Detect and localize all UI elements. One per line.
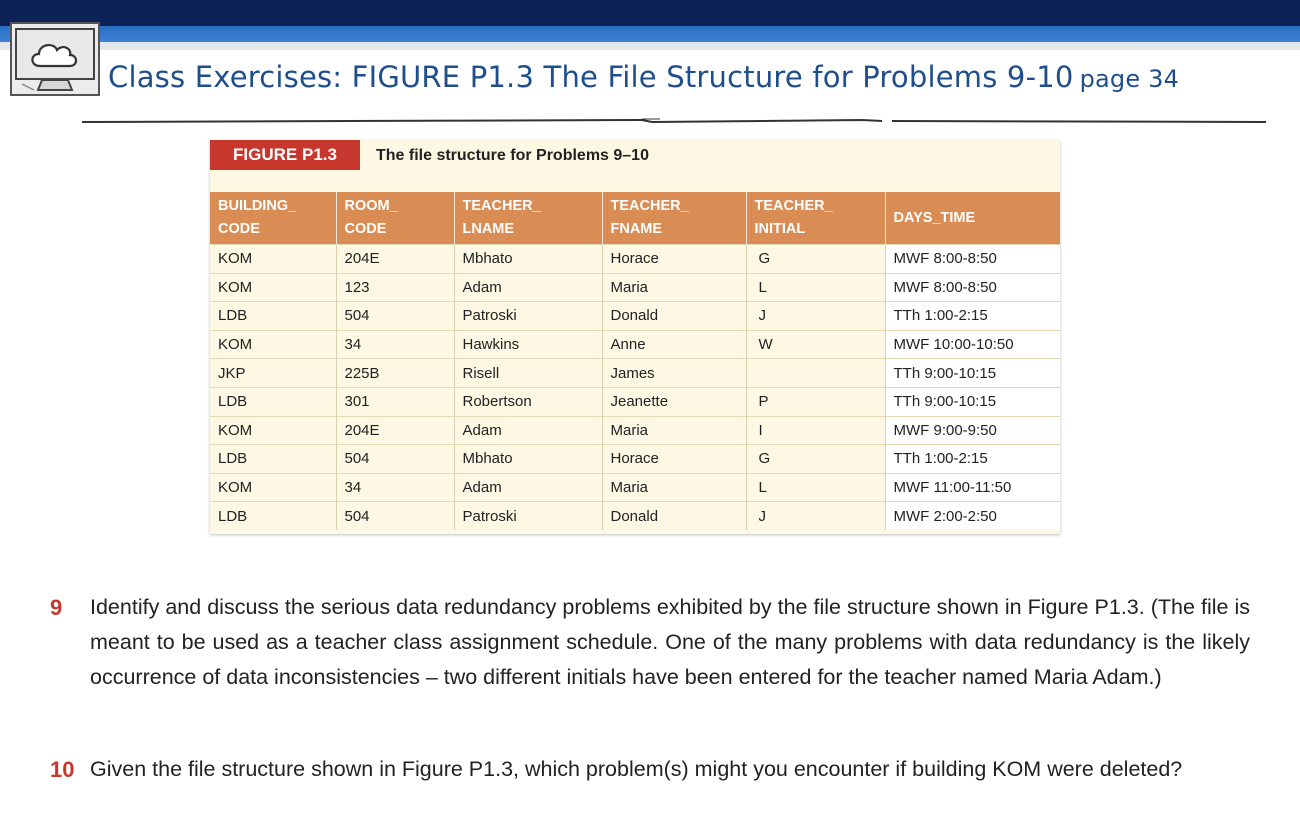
table-cell: Maria (602, 273, 746, 302)
table-cell: L (746, 273, 885, 302)
table-cell: 204E (336, 245, 454, 274)
column-header-line1: TEACHER_ (610, 198, 689, 214)
table-cell: Horace (602, 245, 746, 274)
column-header-line1: TEACHER_ (462, 198, 541, 214)
top-accent-stripe (0, 26, 1300, 42)
table-row (210, 473, 1060, 502)
table-cell: Adam (454, 273, 602, 302)
table-cell: 301 (336, 387, 454, 416)
figure-p1-3 (210, 140, 1060, 534)
logo (10, 22, 100, 96)
table-cell: 225B (336, 359, 454, 388)
column-header-line1: ROOM_ (344, 198, 398, 214)
table-cell: MWF 2:00-2:50 (885, 502, 1060, 530)
table-row (210, 387, 1060, 416)
slide-title-text: Class Exercises: FIGURE P1.3 The File Structure for Problems 9-10 (108, 60, 1074, 94)
table-cell: 504 (336, 445, 454, 474)
table-cell: Jeanette (602, 387, 746, 416)
column-header-line1: TEACHER_ (754, 198, 833, 214)
table-cell: Horace (602, 445, 746, 474)
question-9 (50, 590, 1250, 695)
table-row (210, 502, 1060, 530)
table-cell: KOM (210, 245, 336, 274)
table-cell: James (602, 359, 746, 388)
slide-title (108, 60, 1179, 94)
table-cell: JKP (210, 359, 336, 388)
file-structure-table (210, 192, 1060, 530)
table-cell: 504 (336, 302, 454, 331)
table-cell: KOM (210, 330, 336, 359)
page-reference: page 34 (1079, 65, 1180, 93)
column-header (746, 192, 885, 245)
table-row (210, 330, 1060, 359)
column-header-line2: CODE (344, 221, 387, 237)
table-cell: Mbhato (454, 445, 602, 474)
top-light-stripe (0, 42, 1300, 50)
figure-label: FIGURE P1.3 (210, 140, 360, 170)
table-cell: W (746, 330, 885, 359)
table-cell: KOM (210, 473, 336, 502)
table-cell: MWF 11:00-11:50 (885, 473, 1060, 502)
table-cell: LDB (210, 445, 336, 474)
table-cell: MWF 10:00-10:50 (885, 330, 1060, 359)
table-row (210, 416, 1060, 445)
table-row (210, 445, 1060, 474)
table-cell: G (746, 245, 885, 274)
table-cell: TTh 1:00-2:15 (885, 445, 1060, 474)
table-cell: LDB (210, 387, 336, 416)
figure-caption: The file structure for Problems 9–10 (376, 147, 649, 164)
table-cell: Maria (602, 473, 746, 502)
table-cell: Robertson (454, 387, 602, 416)
table-cell: MWF 8:00-8:50 (885, 273, 1060, 302)
table-cell: KOM (210, 416, 336, 445)
table-cell: Adam (454, 416, 602, 445)
table-cell: TTh 9:00-10:15 (885, 359, 1060, 388)
header-row (210, 192, 1060, 245)
column-header-line2: CODE (218, 221, 260, 237)
table-cell: Patroski (454, 302, 602, 331)
table-cell: MWF 8:00-8:50 (885, 245, 1060, 274)
table-cell: 504 (336, 502, 454, 530)
table-cell: Anne (602, 330, 746, 359)
column-header-line2: INITIAL (754, 221, 806, 237)
column-header-line2: LNAME (462, 221, 515, 237)
table-cell: Donald (602, 502, 746, 530)
column-header-line2: FNAME (610, 221, 663, 237)
table-cell (746, 359, 885, 388)
table-cell: J (746, 302, 885, 331)
table-row (210, 302, 1060, 331)
table-cell: 34 (336, 473, 454, 502)
table-cell: TTh 1:00-2:15 (885, 302, 1060, 331)
table-cell: Hawkins (454, 330, 602, 359)
table-cell: Adam (454, 473, 602, 502)
table-cell: G (746, 445, 885, 474)
column-header-line1: BUILDING_ (218, 198, 297, 214)
table-cell: I (746, 416, 885, 445)
table-cell: 34 (336, 330, 454, 359)
table-cell: Mbhato (454, 245, 602, 274)
column-header (336, 192, 454, 245)
column-header-line1: DAYS_TIME (893, 209, 976, 226)
table-cell: LDB (210, 302, 336, 331)
table-cell: TTh 9:00-10:15 (885, 387, 1060, 416)
table-cell: MWF 9:00-9:50 (885, 416, 1060, 445)
title-underline (82, 116, 1266, 126)
table-row (210, 245, 1060, 274)
table-cell: J (746, 502, 885, 530)
table-body (210, 245, 1060, 530)
table-cell: P (746, 387, 885, 416)
table-cell: Donald (602, 302, 746, 331)
table-row (210, 359, 1060, 388)
table-cell: Risell (454, 359, 602, 388)
table-cell: 123 (336, 273, 454, 302)
table-cell: Maria (602, 416, 746, 445)
question-10 (50, 752, 1250, 787)
question-number: 10 (50, 757, 75, 782)
table-cell: Patroski (454, 502, 602, 530)
table-cell: KOM (210, 273, 336, 302)
top-banner-bar (0, 0, 1300, 26)
cloud-monitor-icon (12, 24, 98, 94)
table-cell: 204E (336, 416, 454, 445)
column-header (602, 192, 746, 245)
table-header (210, 192, 1060, 245)
table-row (210, 273, 1060, 302)
table-cell: LDB (210, 502, 336, 530)
question-number: 9 (50, 595, 63, 620)
column-header (210, 192, 336, 245)
table-cell: L (746, 473, 885, 502)
column-header (454, 192, 602, 245)
question-text: Identify and discuss the serious data redundancy problems exhibited by the file structure shown in Figure P1.3. (The file is meant to be used as a teacher class assignment schedule. One of the many problems with data redundancy is the likely occurrence of data inconsistencies – two different initials have been entered for the teacher named Maria Adam.) (90, 595, 1250, 689)
column-header (885, 192, 1060, 245)
question-text: Given the file structure shown in Figure P1.3, which problem(s) might you encounter if building KOM were deleted? (90, 757, 1183, 781)
